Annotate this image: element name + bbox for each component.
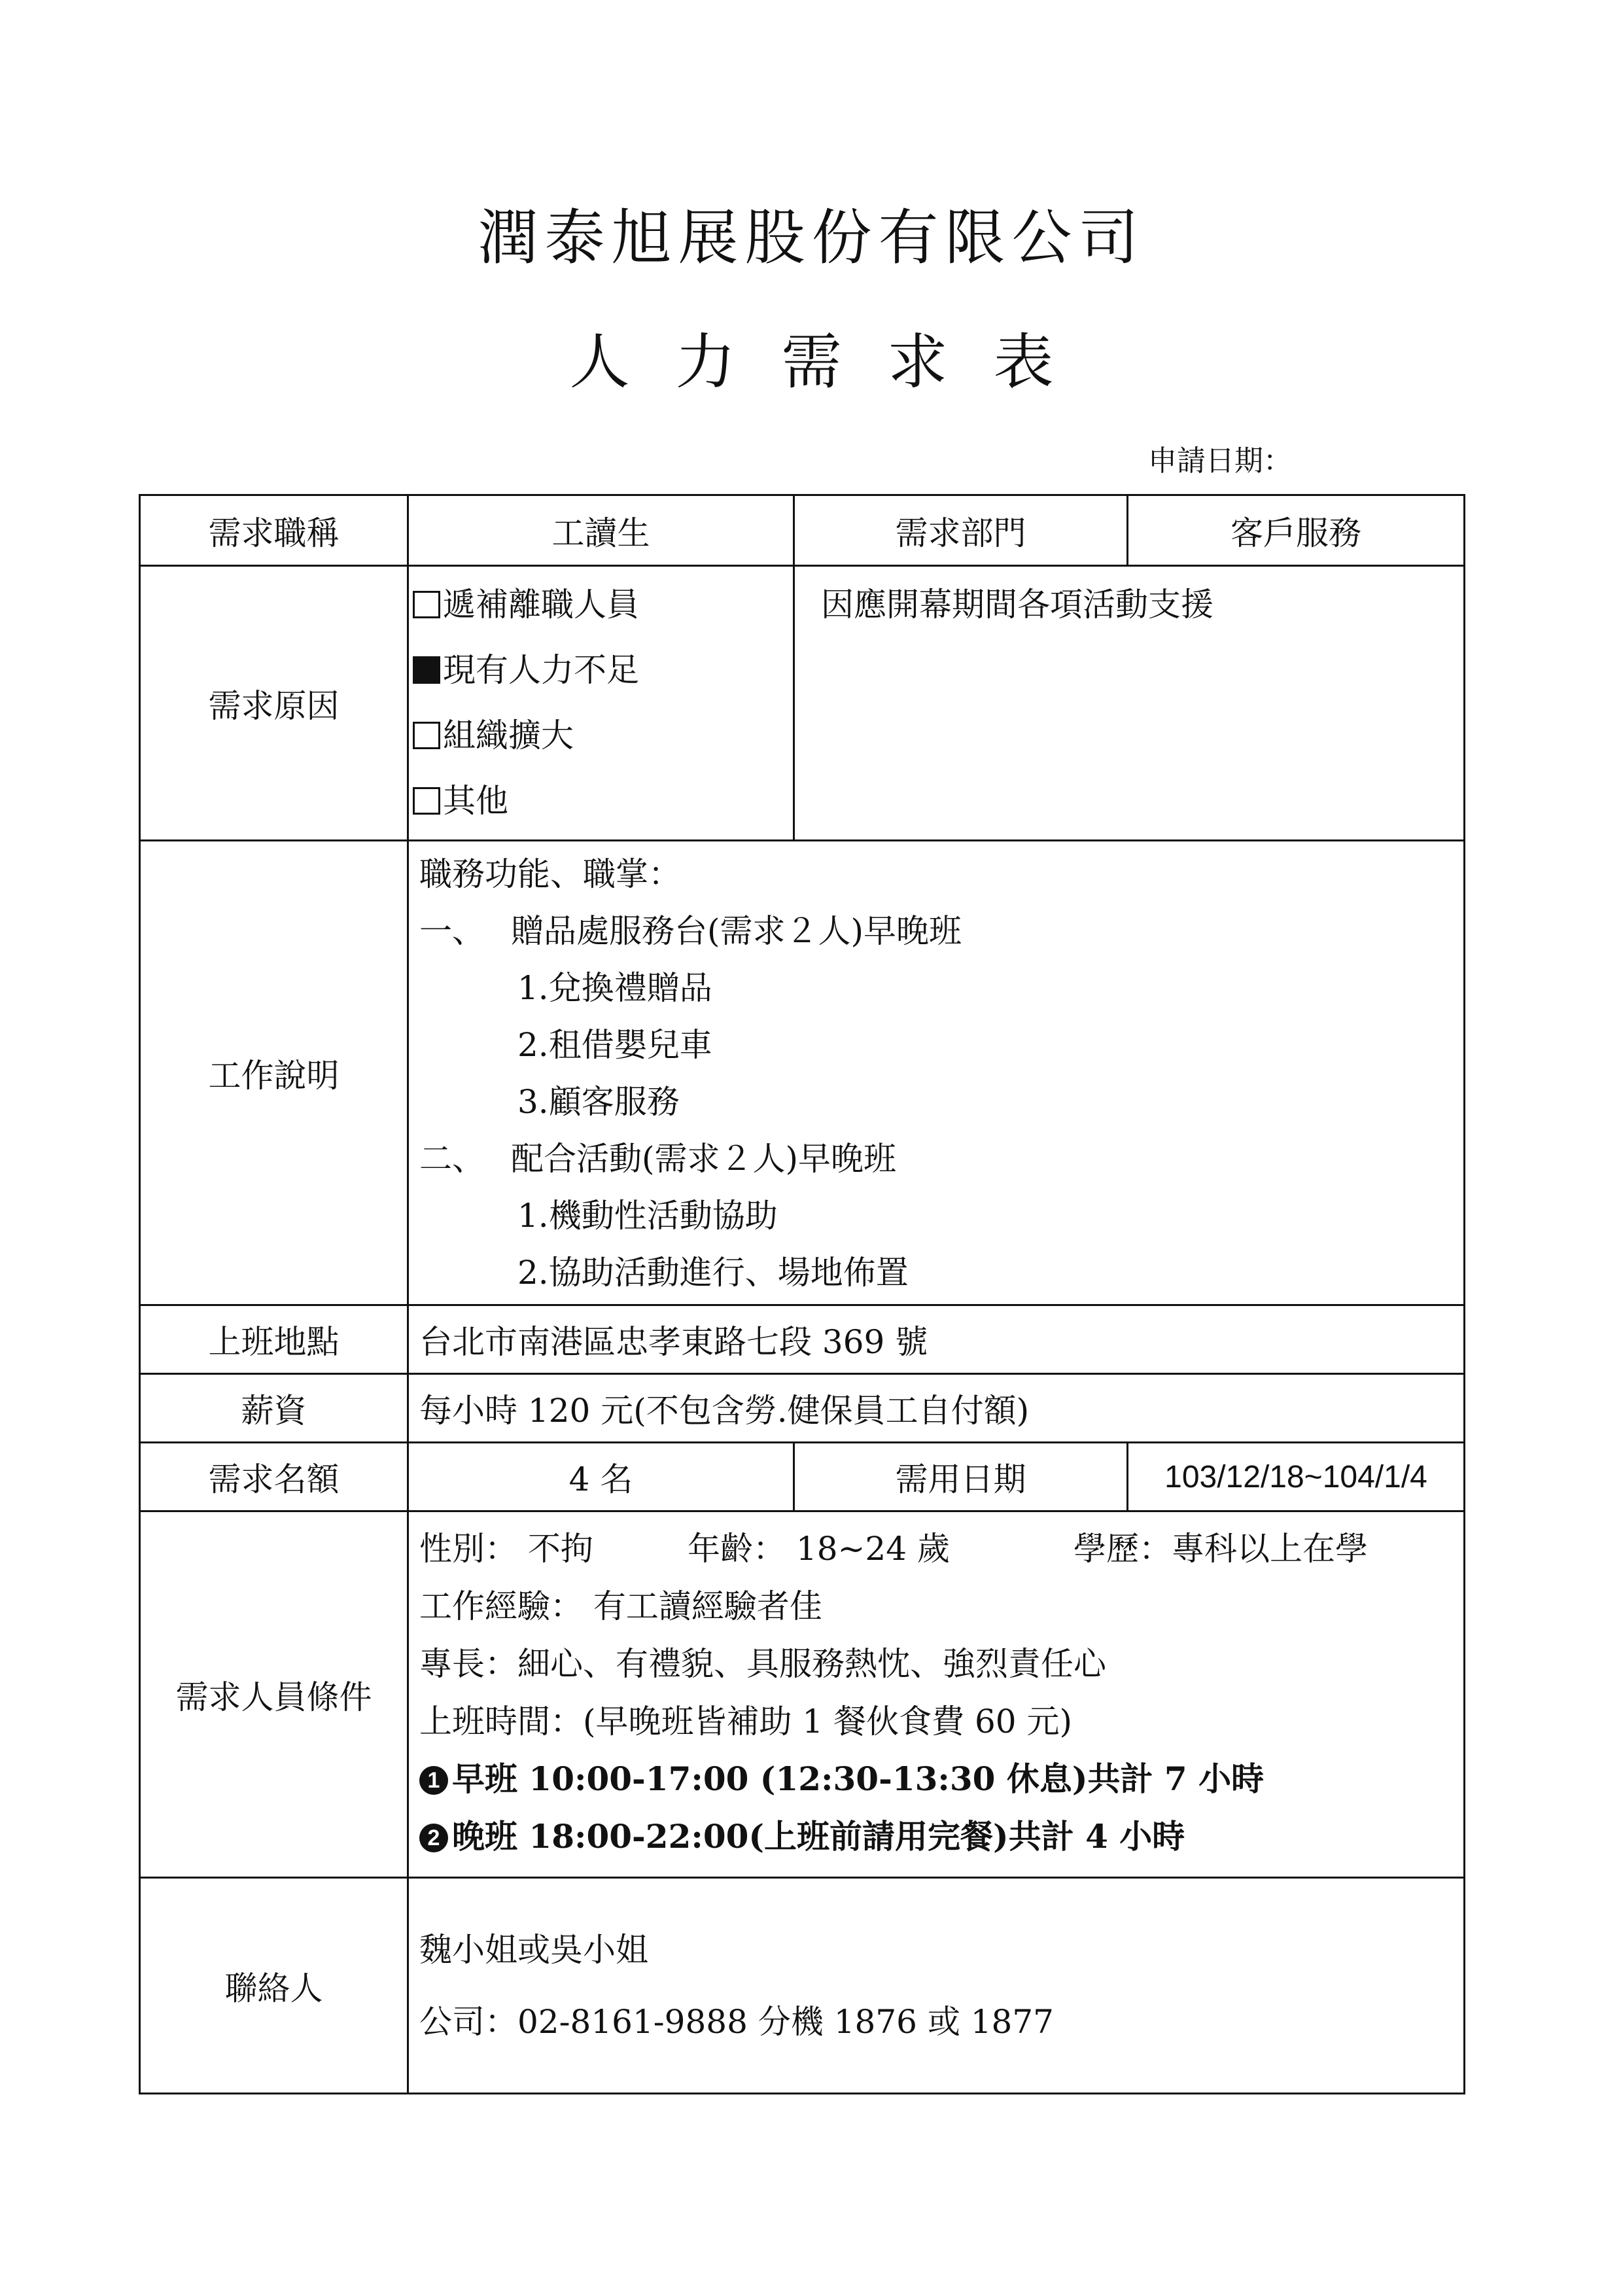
requirements-shift-evening: 2 晚班 18:00-22:00(上班前請用完餐)共計 4 小時	[419, 1810, 1463, 1868]
checkbox-icon	[413, 787, 440, 815]
row-title	[140, 495, 1465, 566]
job-label: 工作說明	[140, 841, 408, 1305]
department-label: 需求部門	[794, 495, 1128, 566]
row-contact	[140, 1878, 1465, 2094]
location-label: 上班地點	[140, 1305, 408, 1374]
requirements-label: 需求人員條件	[140, 1511, 408, 1878]
department-value: 客戶服務	[1128, 495, 1465, 566]
salary-label: 薪資	[140, 1374, 408, 1443]
reason-option-shortage[interactable]: 現有人力不足	[413, 644, 793, 709]
location-value: 台北市南港區忠孝東路七段 369 號	[408, 1305, 1465, 1374]
job-section-2-item: 1.機動性活動協助	[517, 1197, 778, 1235]
contact-detail	[408, 1878, 1465, 2094]
reason-option-replacement[interactable]: 遞補離職人員	[413, 578, 793, 644]
date-needed-label: 需用日期	[794, 1443, 1128, 1511]
checkbox-checked-icon	[413, 656, 440, 684]
row-requirements	[140, 1511, 1465, 1878]
requirements-experience: 工作經驗： 有工讀經驗者佳	[419, 1587, 822, 1625]
number-2-icon: 2	[419, 1824, 448, 1852]
company-name: 潤泰旭展股份有限公司	[478, 203, 1145, 273]
requirements-shift-morning: 1 早班 10:00-17:00 (12:30-13:30 休息)共計 7 小時	[419, 1753, 1463, 1810]
row-job	[140, 841, 1465, 1305]
reason-option-expansion[interactable]: 組織擴大	[413, 709, 793, 775]
job-heading: 職務功能、職掌：	[419, 855, 681, 893]
contact-names: 魏小姐或吳小姐	[419, 1930, 648, 1969]
checkbox-icon	[413, 591, 440, 618]
requirements-skills: 專長：細心、有禮貌、具服務熱忱、強烈責任心	[419, 1645, 1106, 1683]
title-value: 工讀生	[408, 495, 794, 566]
row-reason	[140, 566, 1465, 841]
form-title: 人力需求表	[569, 327, 1100, 397]
row-salary	[140, 1374, 1465, 1443]
application-date-label: 申請日期：	[1148, 444, 1292, 478]
reason-label: 需求原因	[140, 566, 408, 841]
reason-option-other[interactable]: 其他	[413, 775, 793, 827]
requirement-form-table	[139, 494, 1465, 2094]
reason-options	[408, 566, 794, 841]
reason-description: 因應開幕期間各項活動支援	[794, 566, 1465, 841]
row-headcount	[140, 1443, 1465, 1511]
job-section-1-item: 3.顧客服務	[517, 1083, 680, 1121]
title-label: 需求職稱	[140, 495, 408, 566]
contact-phone: 公司：02-8161-9888 分機 1876 或 1877	[419, 2002, 1054, 2041]
requirements-hours: 上班時間：(早晚班皆補助 1 餐伙食費 60 元)	[419, 1703, 1073, 1740]
row-location	[140, 1305, 1465, 1374]
job-section-2: 二、 配合活動(需求２人)早晚班	[419, 1140, 897, 1178]
job-section-2-item: 2.協助活動進行、場地佈置	[517, 1254, 909, 1292]
number-1-icon: 1	[419, 1766, 448, 1795]
job-section-1-item: 1.兌換禮贈品	[517, 969, 712, 1007]
requirements-basic: 性別： 不拘 年齡： 18~24 歲 學歷：專科以上在學	[419, 1530, 1368, 1568]
date-needed-value: 103/12/18~104/1/4	[1128, 1443, 1465, 1511]
contact-label: 聯絡人	[140, 1878, 408, 2094]
headcount-label: 需求名額	[140, 1443, 408, 1511]
job-description	[408, 841, 1465, 1305]
job-section-1-item: 2.租借嬰兒車	[517, 1026, 712, 1064]
headcount-value: 4 名	[408, 1443, 794, 1511]
job-section-1: 一、 贈品處服務台(需求２人)早晚班	[419, 912, 962, 950]
salary-value: 每小時 120 元(不包含勞.健保員工自付額)	[408, 1374, 1465, 1443]
checkbox-icon	[413, 722, 440, 749]
requirements-detail	[408, 1511, 1465, 1878]
